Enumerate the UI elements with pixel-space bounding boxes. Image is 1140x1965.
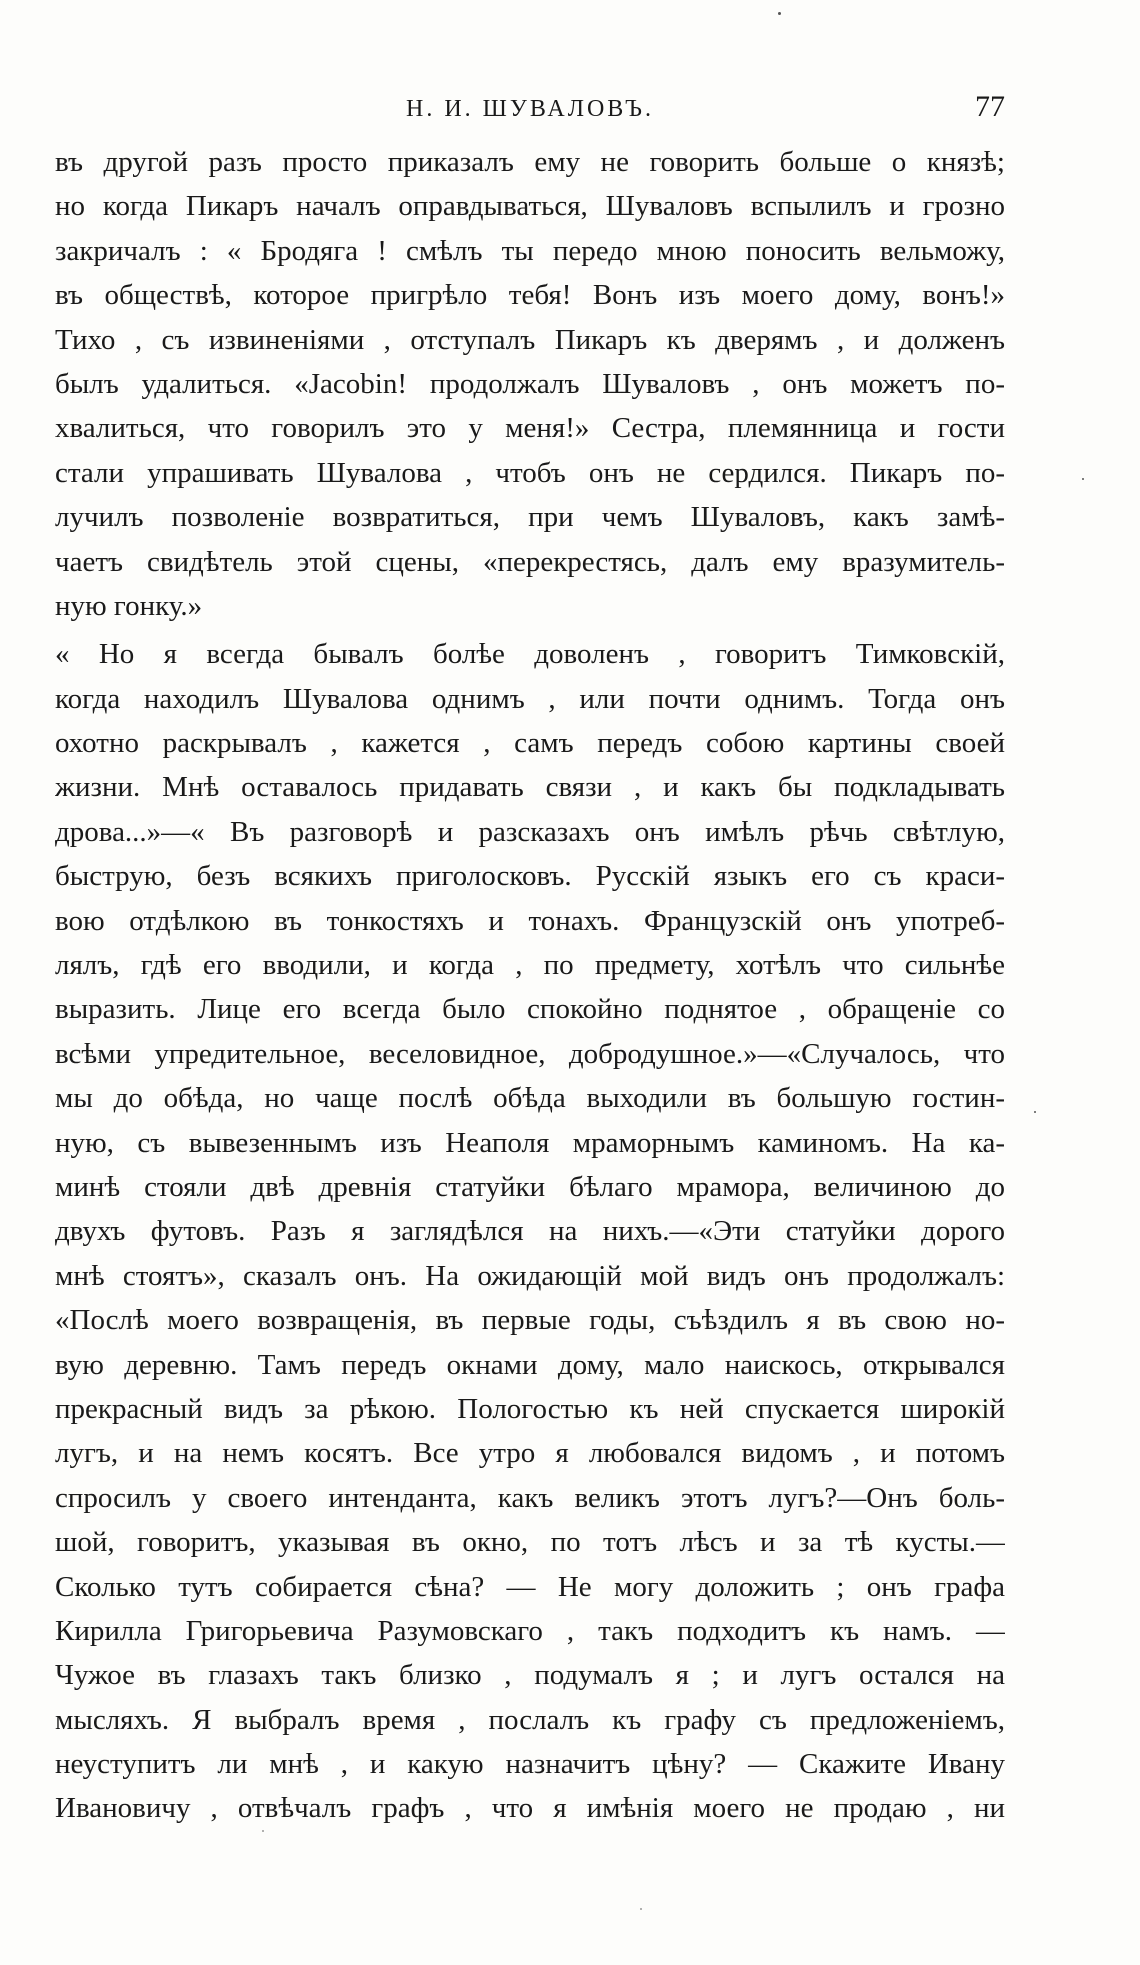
print-speck: [640, 1908, 642, 1910]
text-line: дрова...»—« Въ разговорѣ и разсказахъ онъ имѣлъ рѣчь свѣтлую,: [55, 815, 1005, 848]
text-line: минѣ стояли двѣ древнія статуйки бѣлаго мрамора, величиною до: [55, 1170, 1005, 1203]
text-line: неуступитъ ли мнѣ , и какую назначитъ цѣну? — Скажите Ивану: [55, 1748, 1005, 1781]
text-line: лялъ, гдѣ его вводили, и когда , по предмету, хотѣлъ что сильнѣе: [55, 949, 1005, 982]
text-line: когда находилъ Шувалова однимъ , или почти однимъ. Тогда онъ: [55, 682, 1005, 715]
text-line: выразить. Лице его всегда было спокойно поднятое , обращеніе со: [55, 993, 1005, 1026]
text-line: хвалиться, что говорилъ это у меня!» Сестра, племянница и гости: [55, 412, 1005, 445]
page-header: [55, 90, 1005, 130]
text-line: « Но я всегда бывалъ болѣе доволенъ , говоритъ Тимковскій,: [55, 638, 1005, 671]
text-line: вою отдѣлкою въ тонкостяхъ и тонахъ. Французскій онъ употреб-: [55, 904, 1005, 937]
text-line: мы до обѣда, но чаще послѣ обѣда выходили въ большую гостин-: [55, 1082, 1005, 1115]
text-line: двухъ футовъ. Разъ я заглядѣлся на нихъ.—«Эти статуйки дорого: [55, 1215, 1005, 1248]
text-line: шой, говоритъ, указывая въ окно, по тотъ лѣсъ и за тѣ кусты.—: [55, 1526, 1005, 1559]
text-line: Тихо , съ извиненіями , отступалъ Пикаръ къ дверямъ , и долженъ: [55, 323, 1005, 356]
page-number: 77: [975, 90, 1005, 123]
running-head: Н. И. ШУВАЛОВЪ.: [406, 96, 654, 122]
text-line: спросилъ у своего интенданта, какъ великъ этотъ лугъ?—Онъ боль-: [55, 1481, 1005, 1514]
text-line: закричалъ : « Бродяга ! смѣлъ ты передо мною поносить вельможу,: [55, 234, 1005, 267]
text-line: лугъ, и на немъ косятъ. Все утро я любовался видомъ , и потомъ: [55, 1437, 1005, 1470]
text-line: лучилъ позволеніе возвратиться, при чемъ Шуваловъ, какъ замѣ-: [55, 501, 1005, 534]
paragraph-1: [55, 140, 1005, 628]
text-line: вую деревню. Тамъ передъ окнами дому, мало наискось, открывался: [55, 1348, 1005, 1381]
text-line: былъ удалиться. «Jacobin! продолжалъ Шуваловъ , онъ можетъ по-: [55, 367, 1005, 400]
text-line: въ обществѣ, которое пригрѣло тебя! Вонъ изъ моего дому, вонъ!»: [55, 279, 1005, 312]
text-line: ную, съ вывезеннымъ изъ Неаполя мраморнымъ каминомъ. На ка-: [55, 1126, 1005, 1159]
text-line: мнѣ стоятъ», сказалъ онъ. На ожидающій мой видъ онъ продолжалъ:: [55, 1259, 1005, 1292]
body-text: [55, 140, 1005, 1831]
text-line: прекрасный видъ за рѣкою. Пологостью къ ней спускается широкій: [55, 1392, 1005, 1425]
text-line: чаетъ свидѣтель этой сцены, «перекрестясь, далъ ему вразумитель-: [55, 545, 1005, 578]
text-line: Сколько тутъ собирается сѣна? — Не могу доложить ; онъ графа: [55, 1570, 1005, 1603]
text-line: мысляхъ. Я выбралъ время , послалъ къ графу съ предложеніемъ,: [55, 1703, 1005, 1736]
text-line: всѣми упредительное, веселовидное, добродушное.»—«Случалось, что: [55, 1037, 1005, 1070]
text-line: Кирилла Григорьевича Разумовскаго , такъ подходитъ къ намъ. —: [55, 1614, 1005, 1647]
text-line: Ивановичу , отвѣчалъ графъ , что я имѣнія моего не продаю , ни: [55, 1792, 1005, 1825]
text-line: но когда Пикаръ началъ оправдываться, Шуваловъ вспылилъ и грозно: [55, 190, 1005, 223]
text-line: въ другой разъ просто приказалъ ему не говорить больше о князѣ;: [55, 146, 1005, 178]
print-speck: [1082, 478, 1084, 480]
print-speck: [778, 12, 781, 15]
text-line: жизни. Мнѣ оставалось придавать связи , и какъ бы подкладывать: [55, 771, 1005, 804]
print-speck: [262, 1830, 264, 1832]
print-speck: [1034, 1111, 1036, 1113]
text-line: ную гонку.»: [55, 589, 203, 622]
text-line: охотно раскрывалъ , кажется , самъ передъ собою картины своей: [55, 727, 1005, 760]
text-line: стали упрашивать Шувалова , чтобъ онъ не сердился. Пикаръ по-: [55, 456, 1005, 489]
text-line: «Послѣ моего возвращенія, въ первые годы, съѣздилъ я въ свою но-: [55, 1304, 1005, 1337]
paragraph-2: [55, 632, 1005, 1831]
text-line: Чужое въ глазахъ такъ близко , подумалъ я ; и лугъ остался на: [55, 1659, 1005, 1692]
text-line: быструю, безъ всякихъ приголосковъ. Русскій языкъ его съ краси-: [55, 860, 1005, 893]
